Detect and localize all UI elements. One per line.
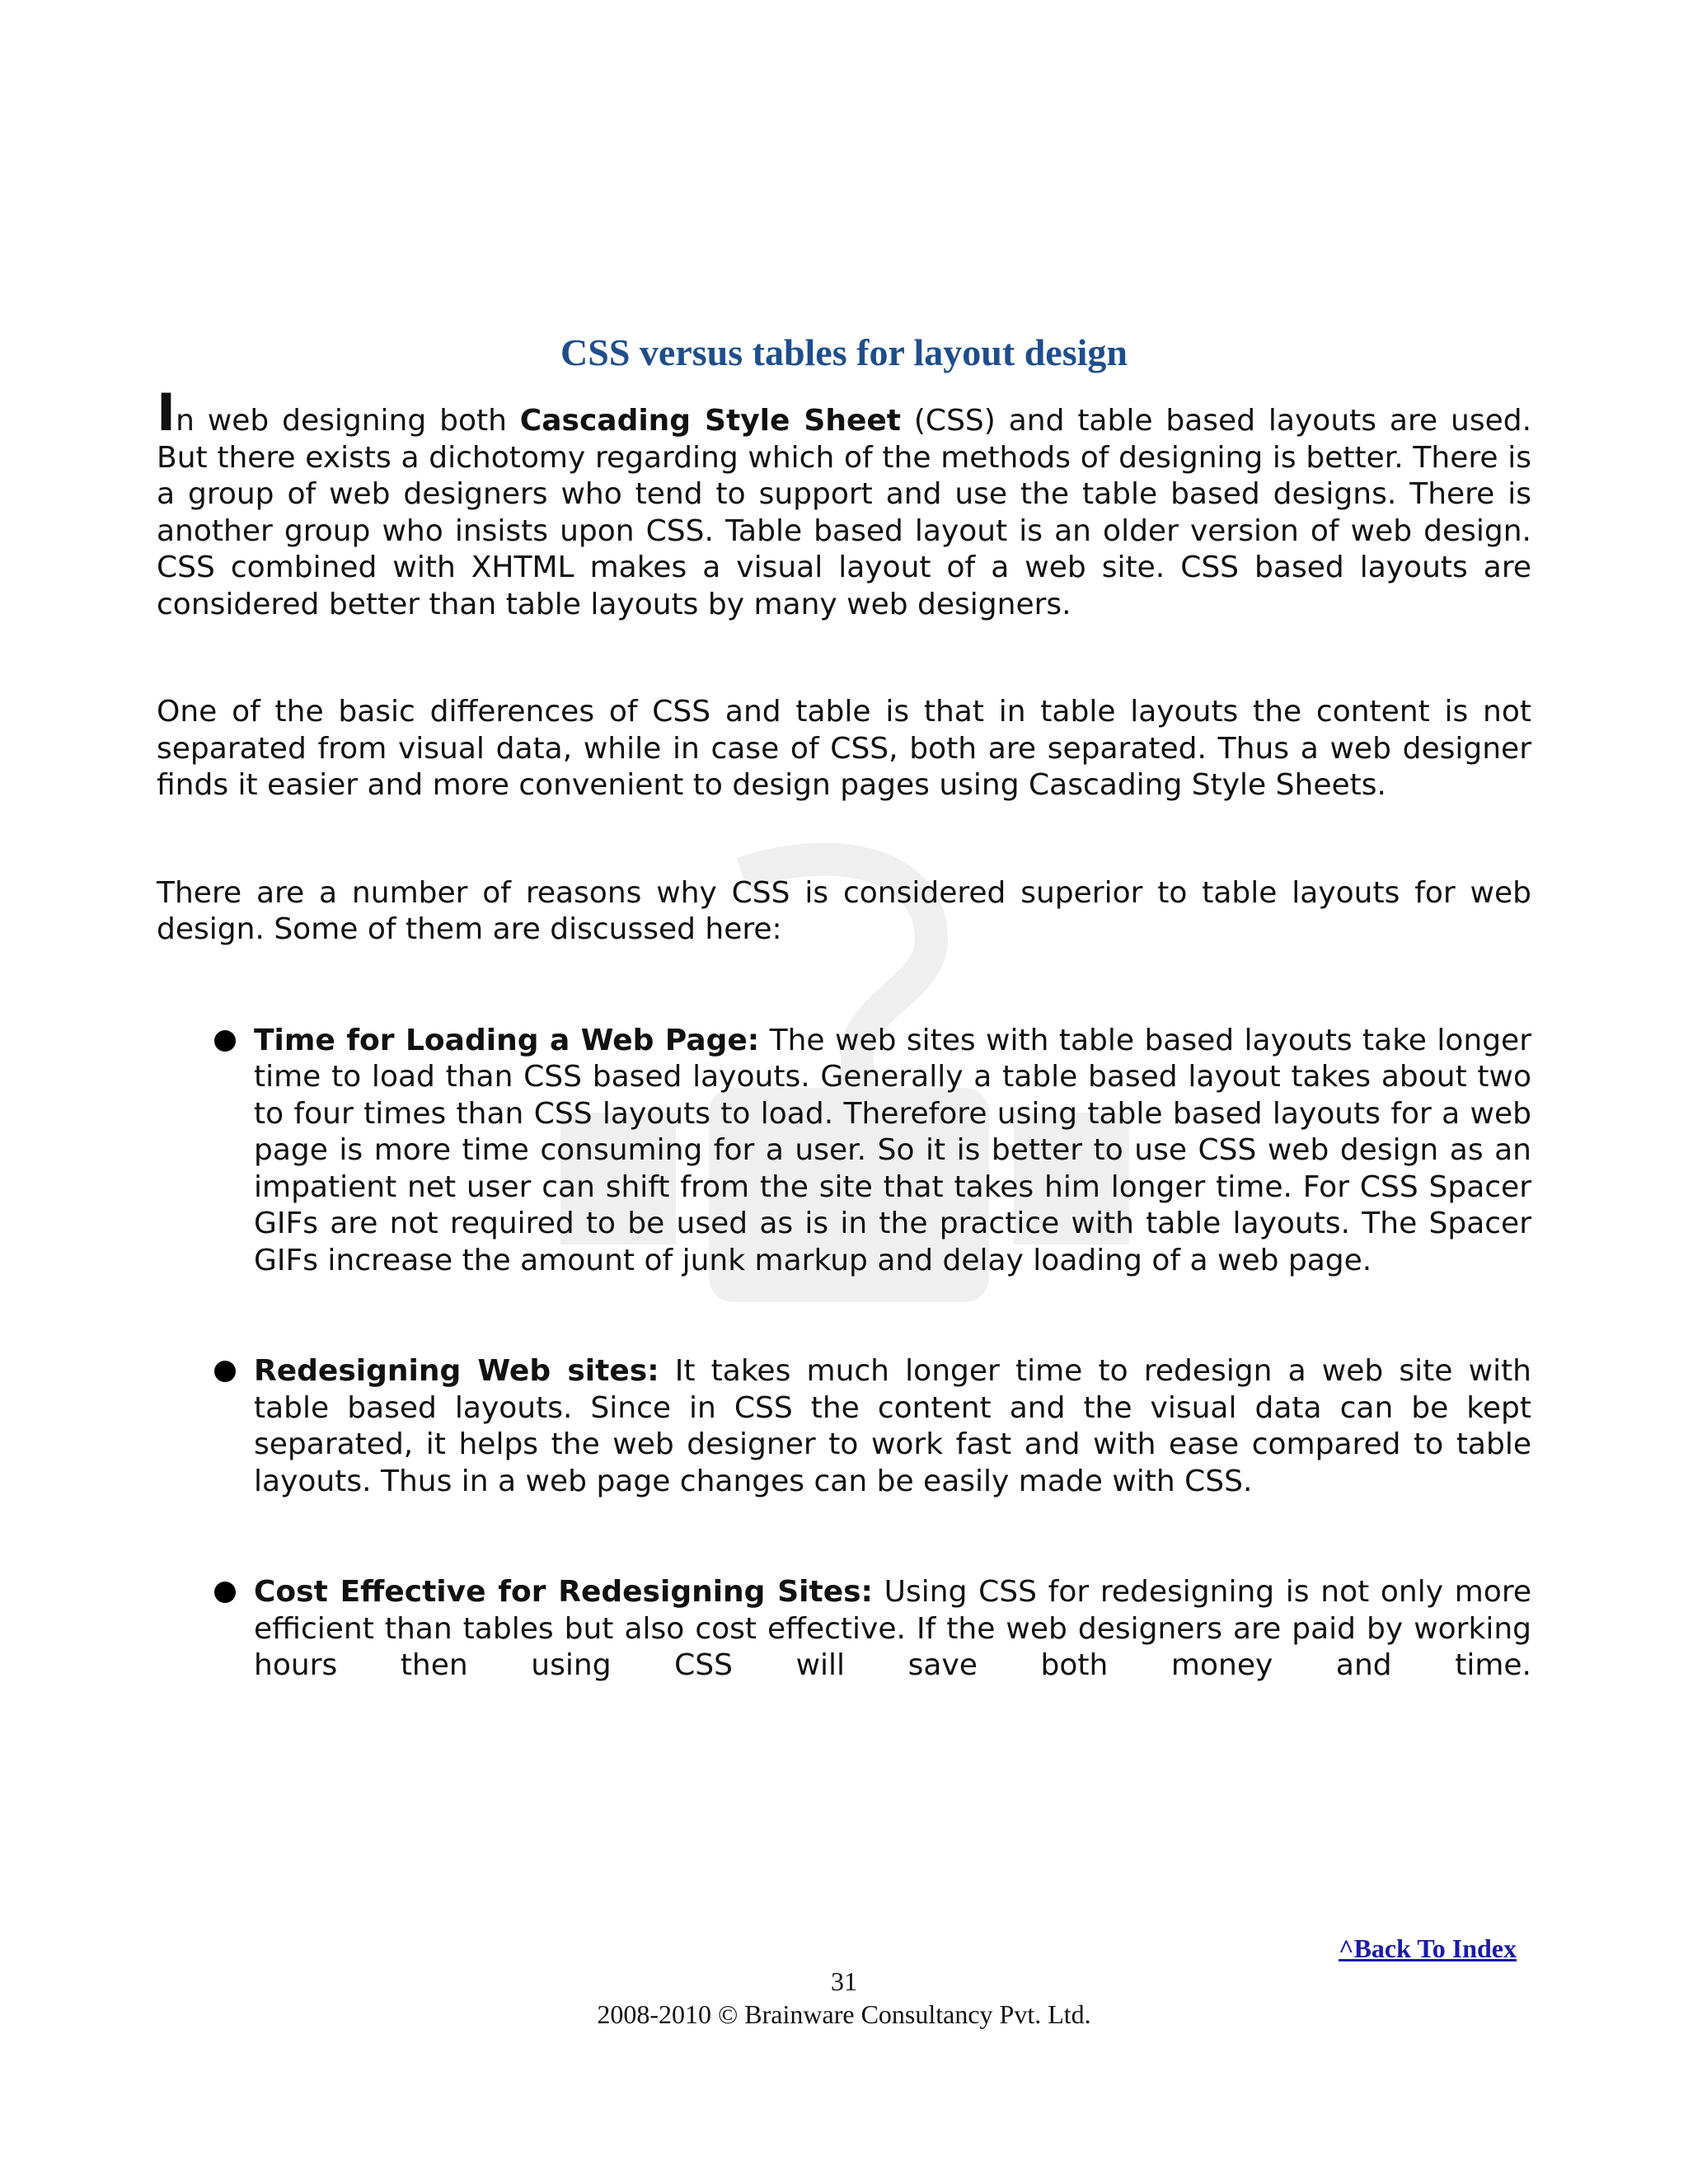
list-item-heading: Time for Loading a Web Page:: [254, 1023, 760, 1057]
list-item: [157, 1574, 1531, 1685]
paragraph-reasons: There are a number of reasons why CSS is considered superior to table layouts for web design. Some of them are discussed here:: [157, 875, 1531, 947]
drop-cap: I: [157, 382, 176, 443]
intro-bold-term: Cascading Style Sheet: [519, 404, 901, 438]
bullet-icon: [214, 1361, 236, 1382]
copyright-notice: 2008-2010 © Brainware Consultancy Pvt. Ltd.: [597, 1999, 1091, 2029]
page-number: 31: [831, 1966, 857, 1996]
intro-text-start: n web designing both: [176, 404, 520, 438]
paragraph-differences: One of the basic differences of CSS and table is that in table layouts the content is not separated from visual data, while in case of CSS, both are separated. Thus a web designer finds it easier and more convenient to design pages using Cascading Style Sheets.: [157, 695, 1531, 803]
bullet-icon: [214, 1582, 236, 1603]
list-item: [157, 1023, 1531, 1280]
page-title: CSS versus tables for layout design: [560, 331, 1128, 373]
intro-text-rest: (CSS) and table based layouts are used. But there exists a dichotomy regarding which of the methods of designing is better. There is a group of web designers who tend to support and use the table based designs. There is another group who insists upon CSS. Table based layout is an older version of web design. CSS combined with XHTML makes a visual layout of a web site. CSS based layouts are considered better than table layouts by many web designers.: [157, 404, 1532, 621]
main-content: [157, 330, 1531, 1685]
back-to-index-link[interactable]: ^Back To Index: [1338, 1933, 1517, 1963]
intro-paragraph: [157, 382, 1532, 623]
list-item: [157, 1353, 1531, 1500]
list-item-text: It takes much longer time to redesign a web site with table based layouts. Since in CSS the content and the visual data can be kept separated, it helps the web designer to work fast and with ease compared to table layouts. Thus in a web page changes can be easily made with CSS.: [254, 1354, 1531, 1498]
list-item-heading: Redesigning Web sites:: [254, 1354, 659, 1389]
list-item-text: The web sites with table based layouts take longer time to load than CSS based layouts. Generally a table based layout takes about two to four times than CSS layouts to load. Therefore using table based layouts for a web page is more time consuming for a user. So it is better to use CSS web design as an impatient net user can shift from the site that takes him longer time. For CSS Spacer GIFs are not required to be used as is in the practice with table layouts. The Spacer GIFs increase the amount of junk markup and delay loading of a web page.: [254, 1023, 1531, 1277]
reasons-list: [157, 1023, 1531, 1685]
list-item-heading: Cost Effective for Redesigning Sites:: [254, 1575, 873, 1610]
list-item-text: Using CSS for redesigning is not only more efficient than tables but also cost effective. If the web designers are paid by working hours then using CSS will save both money and time.: [254, 1575, 1531, 1683]
bullet-icon: [214, 1030, 236, 1052]
